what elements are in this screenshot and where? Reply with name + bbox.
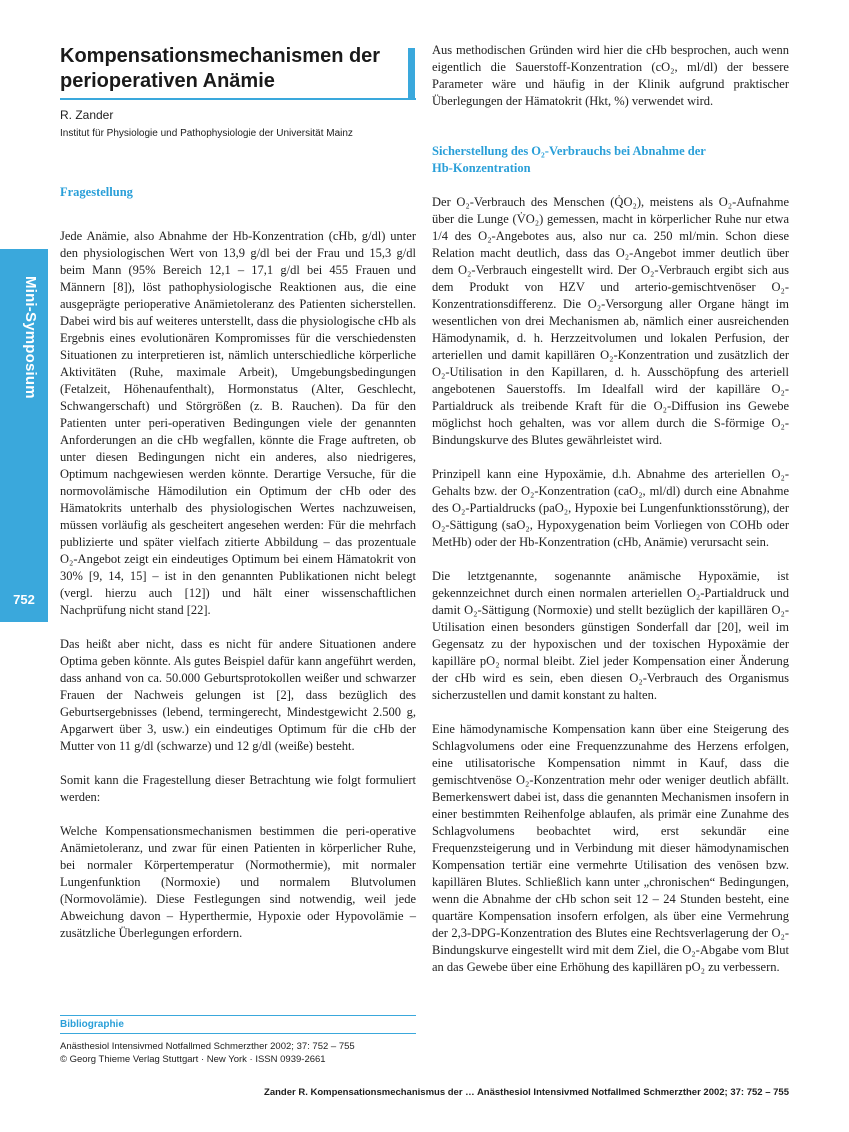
section-label: Mini-Symposium — [22, 276, 39, 399]
title-block — [60, 44, 416, 94]
right-column — [432, 42, 789, 976]
section-heading-fragestellung: Fragestellung — [60, 185, 133, 199]
title-line-2: perioperativen Anämie — [60, 70, 275, 92]
paragraph: Welche Kompensationsmechanismen bestimmen die peri-operative Anämietoleranz, und zwar für einen Patienten in körperlicher Ruhe, bei normaler Körpertemperatur (Normothermie), mit normaler Lungenfunktion (Normoxie) und normalem Blutvolumen (Normovolämie). Diese Festlegungen sind notwendig, weil jede Abweichung davon – Hyperthermie, Hypoxie oder Hypovolämie – zusätzliche Überlegungen erfordern. — [60, 824, 416, 940]
heading-line-1: Sicherstellung des O₂-Verbrauchs bei Abnahme der — [432, 144, 706, 158]
title-line-1: Kompensationsmechanismen der — [60, 45, 381, 67]
paragraph: Prinzipell kann eine Hypoxämie, d.h. Abnahme des arteriellen O₂-Gehalts bzw. der O₂-Konzentration (caO₂, ml/dl) durch eine Abnahme des O₂-Partialdrucks (paO₂, Hypoxie bei Lungenfunktionsstörung), der O₂-Sättigung (saO₂, Hypoxygenation beim Vorliegen von COHb oder MetHb) oder der Hb-Konzentration (cHb, Anämie) verursacht sein. — [432, 467, 789, 549]
paragraph: Eine hämodynamische Kompensation kann über eine Steigerung des Schlagvolumens oder eine Frequenzzunahme des Herzens erfolgen, eine utilisatorische Kompensation nimmt in Kauf, dass die gemischtvenöse O₂-Konzentration mehr oder weniger deutlich abfällt. Bemerkenswert dabei ist, dass die genannten Mechanismen insofern in einer bestimmten Reihenfolge ablaufen, als primär eine Zunahme des Schlagvolumens beobachtet wird, erst sekundär eine Frequenzsteigerung und in Verbindung mit dieser hämodynamischen Kompensation tertiär eine vermehrte Utilisation des venösen bzw. kapillären Blutes. Schließlich kann unter „chronischen“ Bedingungen, wenn die Abnahme der cHb schon seit 12 – 24 Stunden besteht, eine quartäre Kompensation insofern erfolgen, als über eine Vermehrung der 2,3-DPG-Konzentration des Blutes eine Rechtsverlagerung der O₂-Bindungskurve eingestellt wird mit dem Ziel, die O₂-Abgabe vom Blut an das Gewebe über eine Erhöhung des kapillären pO₂ zu verbessern. — [432, 722, 789, 974]
paragraph: Die letztgenannte, sogenannte anämische Hypoxämie, ist gekennzeichnet durch einen normalen arteriellen O₂-Partialdruck und damit O₂-Sättigung (Normoxie) und stellt bezüglich der kapillären O₂-Utilisation einen besonders günstigen Sonderfall dar [20], weil im Gegensatz zu der hypoxischen und der toxischen Hypoxämie der kapilläre pO₂ normal bleibt. Ziel jeder Kompensation einer Änderung der cHb wird es sein, eben diesen O₂-Verbrauch des Organismus sicherzustellen und damit konstant zu halten. — [432, 569, 789, 702]
intro-paragraph: Aus methodischen Gründen wird hier die cHb besprochen, auch wenn eigentlich die Sauerstoff-Konzentration (cO₂, ml/dl) der bessere Parameter wäre und häufig in der Klinik aufgrund praktischer Überlegungen der Hämatokrit (Hkt, %) verwendet wird. — [432, 43, 789, 108]
divider — [60, 1033, 416, 1034]
running-footer: Zander R. Kompensationsmechanismus der … Anästhesiol Intensivmed Notfallmed Schmerzther 2002; 37: 752 – 755 — [264, 1087, 789, 1098]
title-underline — [60, 98, 416, 100]
heading-line-2: Hb-Konzentration — [432, 161, 531, 175]
paragraph: Das heißt aber nicht, dass es nicht für andere Situationen andere Optima geben könnte. Als gutes Beispiel dafür kann angeführt werden, dass anhand von ca. 50.000 Geburtsprotokollen weißer und schwarzer Frauen der Nachweis gelungen ist [2], dass bezüglich des Geburtsergebnisses (lebend, termingerecht, Mindestgewicht 2.500 g, Apgarwert über 3, usw.) ein eindeutiges Optimum für die cHb der Mutter von 11 g/dl (schwarze) und 12 g/dl (weiße) besteht. — [60, 637, 416, 753]
journal-citation: Anästhesiol Intensivmed Notfallmed Schmerzther 2002; 37: 752 – 755 — [60, 1041, 355, 1052]
left-column — [60, 44, 416, 942]
paper-title — [60, 44, 395, 94]
page-number: 752 — [13, 592, 35, 607]
divider — [60, 1015, 416, 1016]
author: R. Zander — [60, 108, 114, 122]
title-accent-bar — [408, 48, 415, 98]
bibliography-heading: Bibliographie — [60, 1019, 124, 1030]
bibliography-box — [60, 1015, 416, 1066]
paragraph: Somit kann die Fragestellung dieser Betrachtung wie folgt formuliert werden: — [60, 773, 416, 804]
section-heading-o2-verbrauch — [432, 143, 789, 177]
publisher-info: © Georg Thieme Verlag Stuttgart · New York · ISSN 0939-2661 — [60, 1054, 326, 1065]
paragraph: Der O₂-Verbrauch des Menschen (Q̇O₂), meistens als O₂-Aufnahme über die Lunge (V̇O₂) gemessen, macht in körperlicher Ruhe nur etwa 1/4 des O₂-Angebotes aus, also nur ca. 250 ml/min. Schon diese Relation macht deutlich, dass das O₂-Angebot immer deutlich über dem O₂-Verbrauch eingestellt wird. Der O₂-Verbrauch ergibt sich aus dem Produkt von HZV und arterio-gemischtvenöser O₂-Konzentrationsdifferenz. Die O₂-Versorgung aller Organe hängt im wesentlichen von drei Mechanismen ab, nämlich einer ausreichenden Hämodynamik, d. h. Herzzeitvolumen und lokalen Perfusion, der arteriellen und damit kapillären O₂-Konzentration und zusätzlich der O₂-Utilisation in den Kapillaren, d. h. Ausschöpfung des arteriell angebotenen Sauerstoffs. Im Idealfall wird der kapilläre O₂-Partialdruck als treibende Kraft für die O₂-Diffusion ins Gewebe möglichst hoch gehalten, was vor allem durch die S-förmige O₂-Bindungskurve des Blutes gewährleistet wird. — [432, 195, 789, 447]
affiliation: Institut für Physiologie und Pathophysiologie der Universität Mainz — [60, 128, 353, 139]
paragraph: Jede Anämie, also Abnahme der Hb-Konzentration (cHb, g/dl) unter den physiologischen Wert von 13,9 g/dl bei der Frau und 15,3 g/dl beim Mann (95% Bereich 12,1 – 17,1 g/dl bei 455 Frauen und Männern [8]), löst pathophysiologische Reaktionen aus, die eine ausgeprägte perioperative Anämietoleranz des Patienten sicherstellen. Dabei wird bis auf weiteres unterstellt, dass die physiologische cHb als Ergebnis eines evolutionären Kompromisses für die verschiedensten Situationen zu interpretieren ist, nämlich unterschiedliche körperliche Aktivitäten (Ruhe, maximale Arbeit), Umgebungsbedingungen (Fetalzeit, Höhenaufenthalt), Hormonstatus (Alter, Geschlecht, Schwangerschaft) und Störgrößen (z. B. Rauchen). Da für den Patienten unter peri-operativen Bedingungen viele der genannten Anforderungen an die cHb wegfallen, könnte die Frage auftreten, ob unter diesen Bedingungen nicht ein anderes, also niedrigeres, Optimum nachgewiesen werden könnte. Derartige Versuche, für die normovolämische Hämodilution ein Optimum der cHb oder des Hämatokrits unterhalb des physiologischen Wertes nachzuweisen, müssen vorläufig als gescheitert angesehen werden: Für die mehrfach publizierte und später vielfach zitierte Abbildung – das prozentuale O₂-Angebot zeigt ein eindeutiges Optimum bei einem Hämatokrit von 30% [9, 14, 15] – ist in den genannten Publikationen nicht belegt (vergl. hierzu auch [12]) und hält einer wissenschaftlichen Nachprüfung nicht stand [22]. — [60, 229, 416, 617]
